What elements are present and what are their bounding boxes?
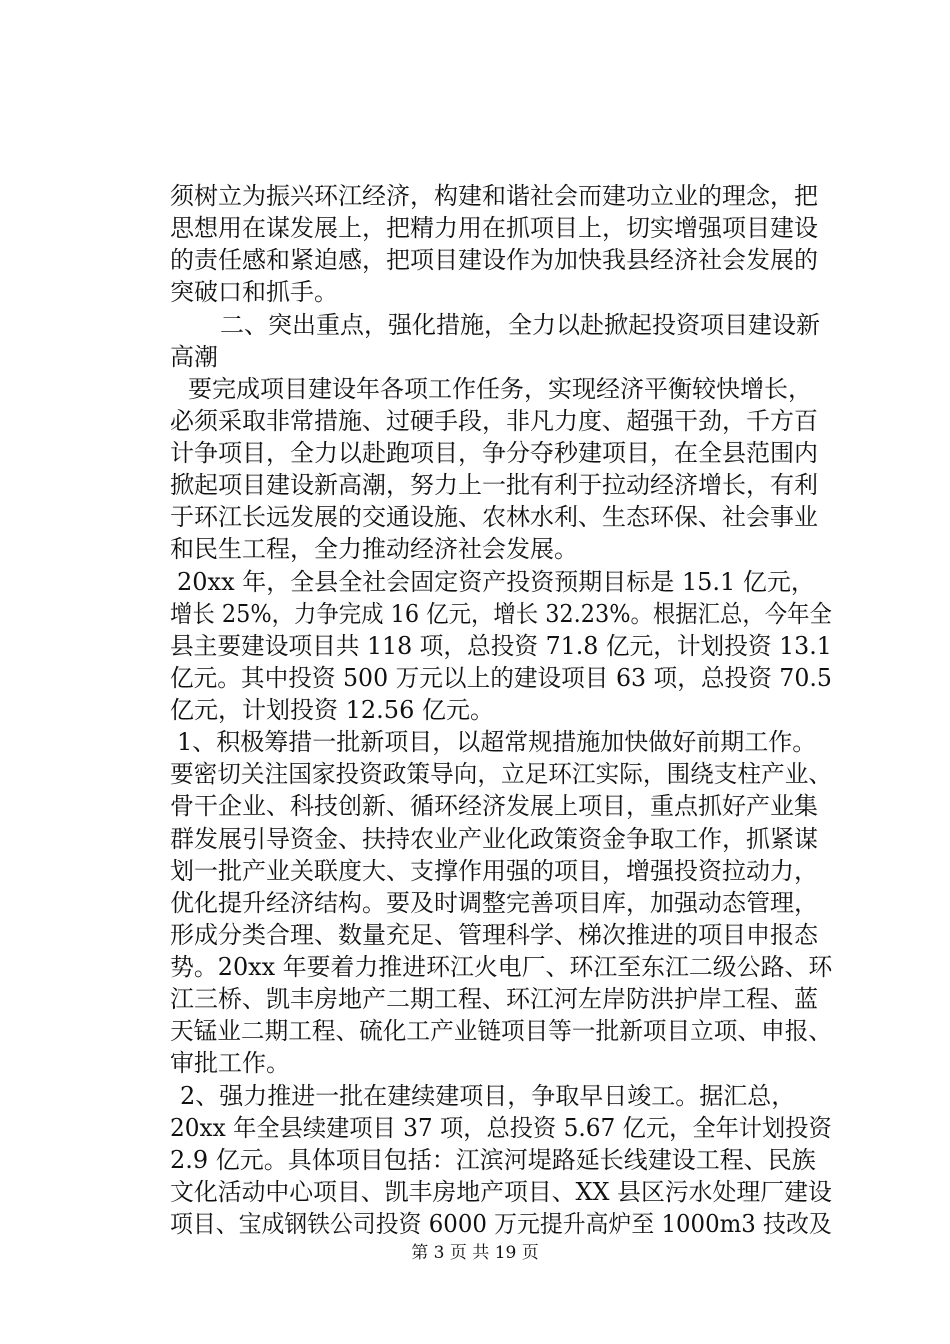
- text-line: 于环江长远发展的交通设施、农林水利、生态环保、社会事业: [170, 503, 818, 532]
- text-line: 须树立为振兴环江经济，构建和谐社会而建功立业的理念，把: [170, 182, 818, 210]
- text-line: 划一批产业关联度大、支撑作用强的项目，增强投资拉动力，: [170, 856, 818, 885]
- text-line: 审批工作。: [170, 1049, 290, 1078]
- text-line: 要完成项目建设年各项工作任务，实现经济平衡较快增长，: [188, 374, 812, 403]
- text-line: 势。20xx 年要着力推进环江火电厂、环江至东江二级公路、环: [170, 953, 833, 981]
- text-line: 文化活动中心项目、凯丰房地产项目、XX 县区污水处理厂建设: [170, 1177, 832, 1206]
- text-line: 要密切关注国家投资政策导向，立足环江实际，围绕支柱产业、: [170, 760, 832, 789]
- text-line: 形成分类合理、数量充足、管理科学、梯次推进的项目申报态: [170, 920, 818, 949]
- text-line: 增长 25%，力争完成 16 亿元，增长 32.23%。根据汇总，今年全: [170, 599, 832, 628]
- text-line: 亿元。其中投资 500 万元以上的建设项目 63 项，总投资 70.5: [170, 663, 832, 692]
- text-line: 2、强力推进一批在建续建项目，争取早日竣工。据汇总，: [180, 1081, 796, 1110]
- section-heading: 高潮: [170, 342, 218, 371]
- text-line: 县主要建设项目共 118 项，总投资 71.8 亿元，计划投资 13.1: [170, 631, 832, 660]
- text-line: 项目、宝成钢铁公司投资 6000 万元提升高炉至 1000m3 技改及: [170, 1210, 832, 1238]
- text-line: 天锰业二期工程、硫化工产业链项目等一批新项目立项、申报、: [170, 1017, 832, 1046]
- text-line: 计争项目，全力以赴跑项目，争分夺秒建项目，在全县范围内: [170, 439, 818, 467]
- text-line: 20xx 年全县续建项目 37 项，总投资 5.67 亿元，全年计划投资: [170, 1113, 832, 1142]
- text-line: 1、积极筹措一批新项目，以超常规措施加快做好前期工作。: [177, 728, 817, 757]
- text-line: 2.9 亿元。具体项目包括：江滨河堤路延长线建设工程、民族: [170, 1145, 816, 1174]
- text-line: 亿元，计划投资 12.56 亿元。: [170, 696, 494, 724]
- text-line: 必须采取非常措施、过硬手段，非凡力度、超强干劲，千方百: [170, 406, 818, 435]
- text-line: 思想用在谋发展上，把精力用在抓项目上，切实增强项目建设: [170, 214, 818, 243]
- text-line: 掀起项目建设新高潮，努力上一批有利于拉动经济增长，有利: [170, 471, 818, 500]
- text-line: 群发展引导资金、扶持农业产业化政策资金争取工作，抓紧谋: [170, 824, 818, 853]
- text-line: 的责任感和紧迫感，把项目建设作为加快我县经济社会发展的: [170, 246, 818, 275]
- text-line: 20xx 年，全县全社会固定资产投资预期目标是 15.1 亿元，: [177, 567, 815, 596]
- text-line: 优化提升经济结构。要及时调整完善项目库，加强动态管理，: [170, 888, 818, 917]
- text-line: 骨干企业、科技创新、循环经济发展上项目，重点抓好产业集: [170, 792, 818, 821]
- text-line: 和民生工程，全力推动经济社会发展。: [170, 535, 578, 564]
- text-line: 突破口和抓手。: [170, 278, 338, 307]
- text-line: 江三桥、凯丰房地产二期工程、环江河左岸防洪护岸工程、蓝: [170, 985, 818, 1014]
- section-heading: 二、突出重点，强化措施，全力以赴掀起投资项目建设新: [220, 310, 820, 339]
- page-footer: 第 3 页 共 19 页: [411, 1243, 539, 1263]
